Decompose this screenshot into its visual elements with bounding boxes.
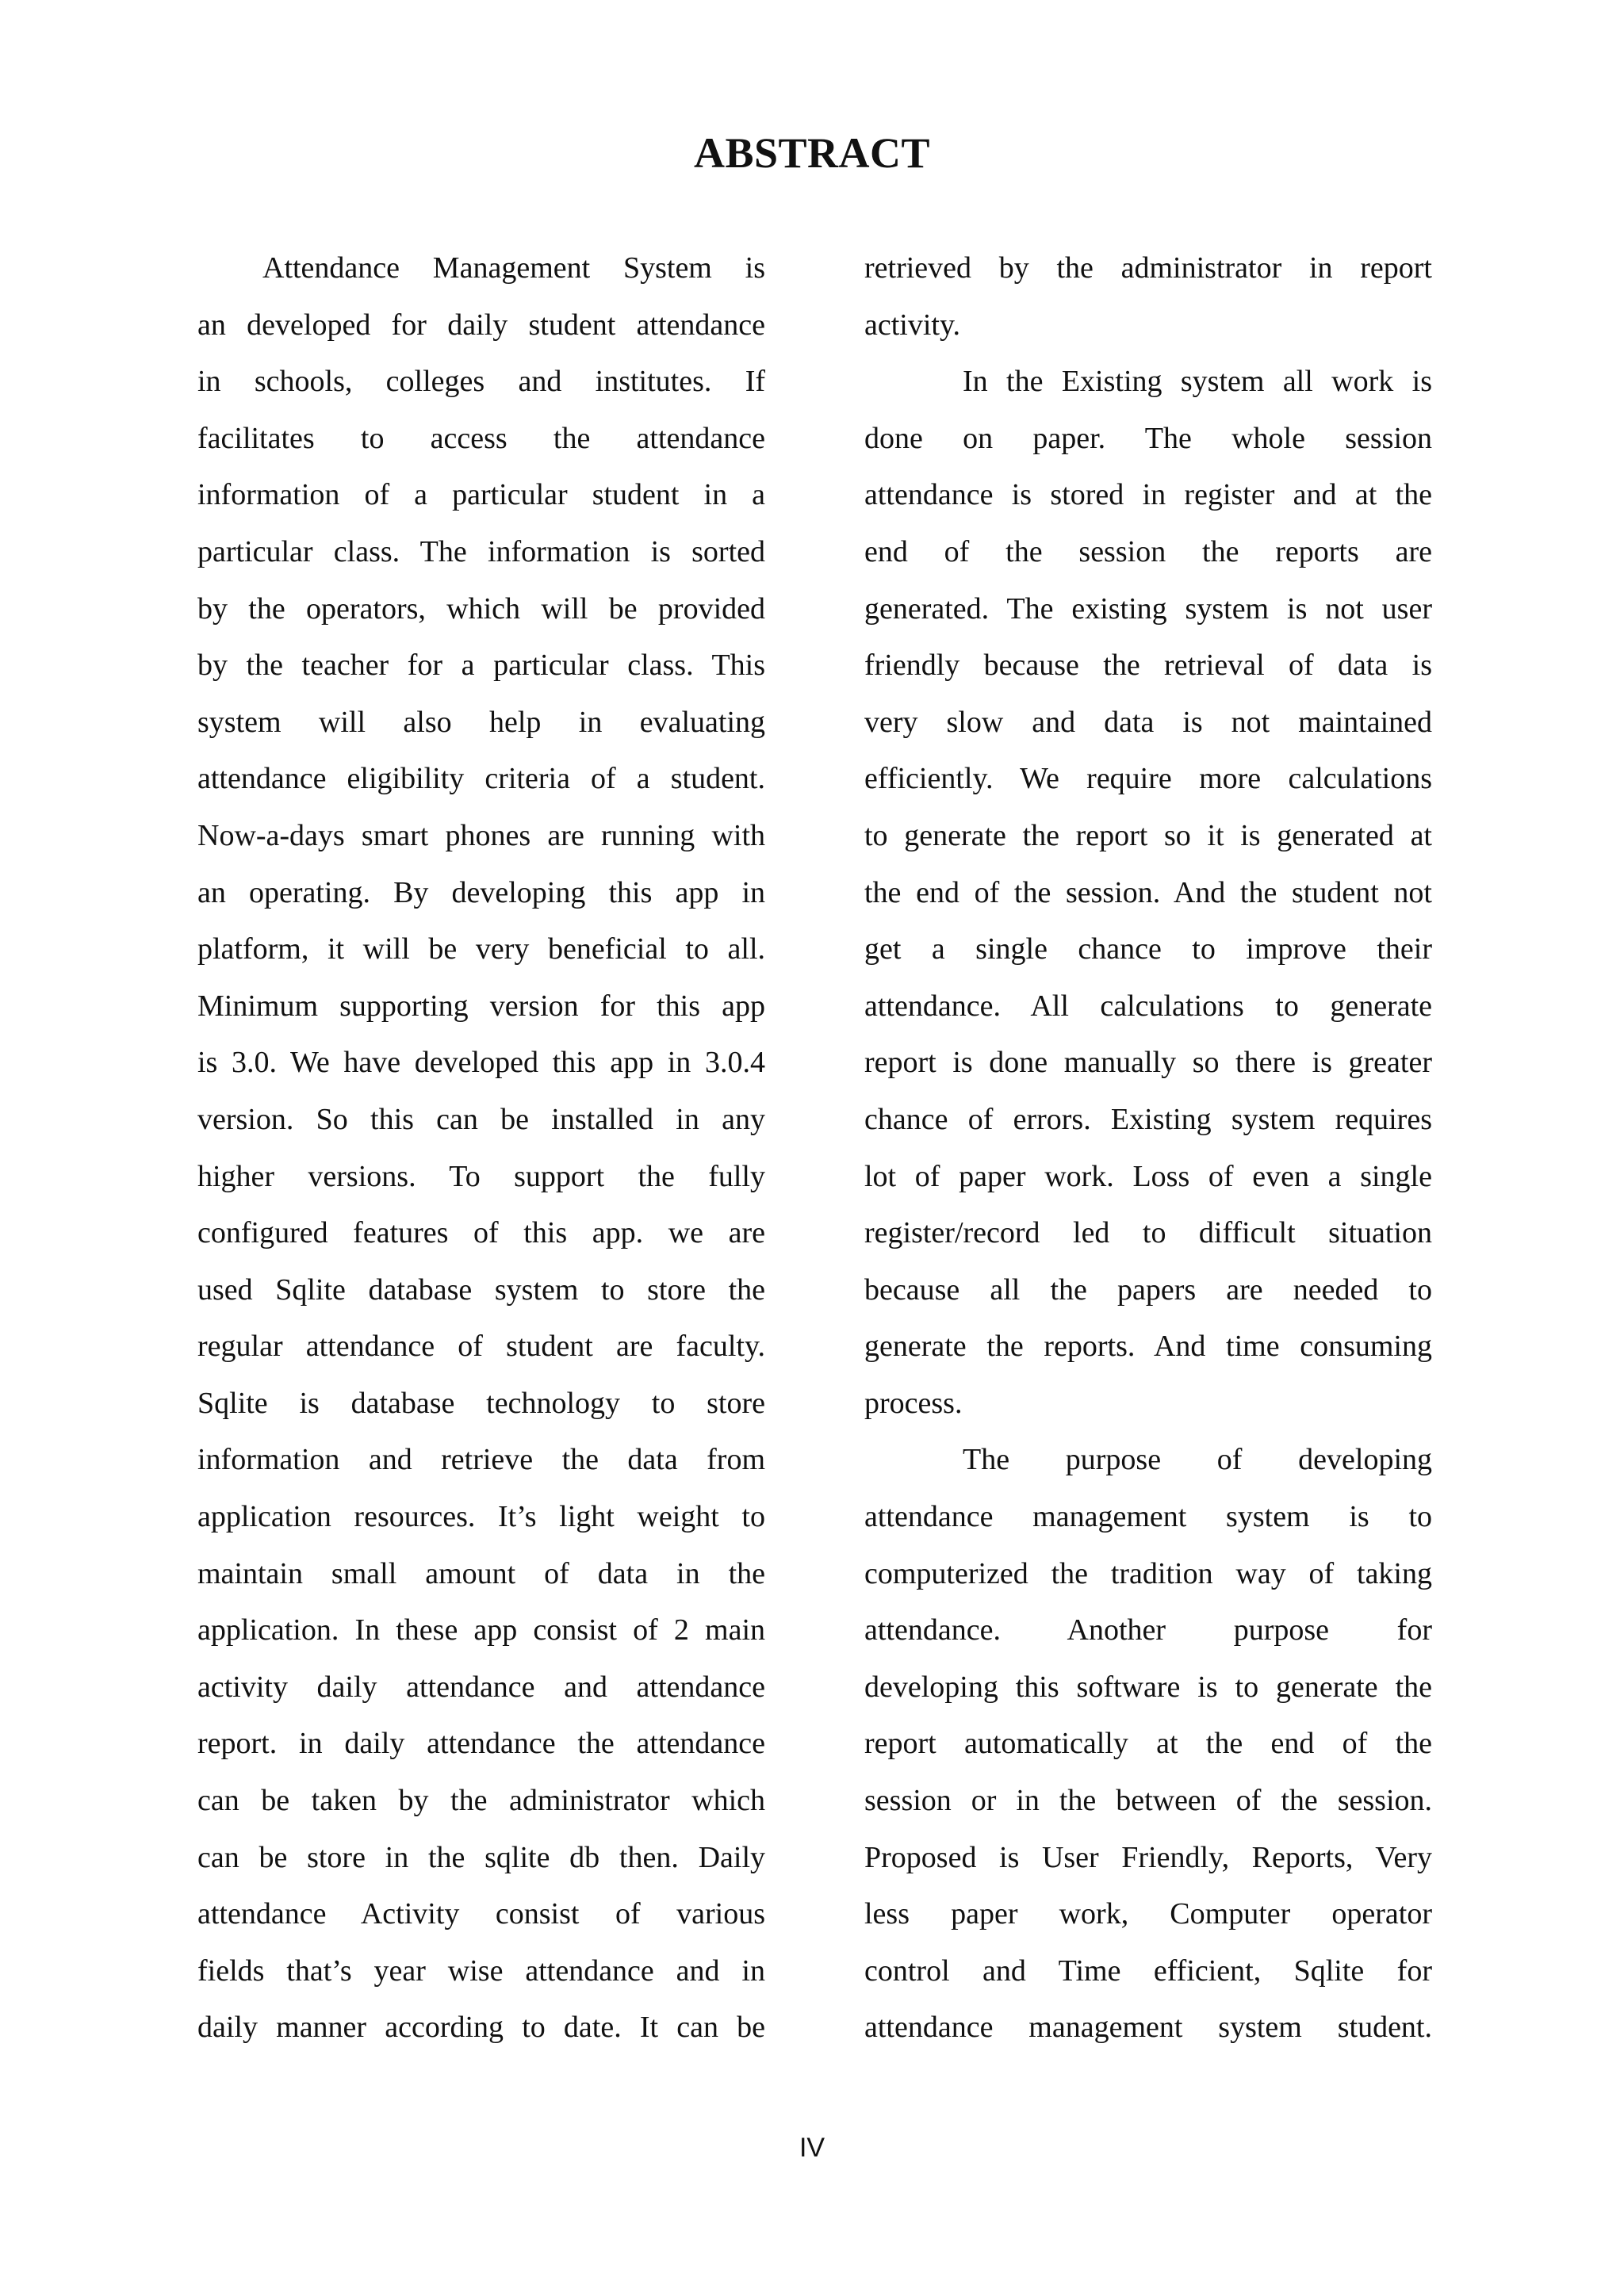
paragraph-line: fields that’s year wise attendance and in [197,1954,765,1988]
paragraph-line: in schools, colleges and institutes. If [197,365,765,399]
paragraph-line: attendance management system student. [864,2011,1432,2045]
paragraph-line: Minimum supporting version for this app [197,989,765,1023]
paragraph-line: chance of errors. Existing system requires [864,1102,1432,1136]
paragraph-line: to generate the report so it is generated at [864,818,1432,852]
paragraph-line: The purpose of developing [963,1443,1432,1477]
paragraph-line: regular attendance of student are faculty. [197,1330,765,1364]
paragraph-line: an operating. By developing this app in [197,875,765,909]
paragraph-line: system will also help in evaluating [197,705,765,739]
paragraph-line: configured features of this app. we are [197,1216,765,1250]
paragraph-line: higher versions. To support the fully [197,1159,765,1193]
paragraph-line: attendance Activity consist of various [197,1897,765,1931]
paragraph-line: by the operators, which will be provided [197,591,765,626]
paragraph-line: attendance management system is to [864,1500,1432,1534]
paragraph-line: report is done manually so there is greater [864,1046,1432,1080]
paragraph-line: process. [864,1386,963,1420]
paragraph-line: activity daily attendance and attendance [197,1670,765,1704]
paragraph-line: end of the session the reports are [864,534,1432,568]
paragraph-line: Now-a-days smart phones are running with [197,818,765,852]
paragraph-line: can be taken by the administrator which [197,1784,765,1818]
paragraph-line: an developed for daily student attendance [197,308,765,342]
paragraph-line: computerized the tradition way of taking [864,1556,1432,1590]
paragraph-line: efficiently. We require more calculations [864,762,1432,796]
paragraph-line: done on paper. The whole session [864,421,1432,455]
paragraph-line: In the Existing system all work is [963,365,1432,399]
paragraph-line: can be store in the sqlite db then. Daily [197,1840,765,1874]
paragraph-line: friendly because the retrieval of data is [864,649,1432,683]
left-text-column [197,240,765,2057]
paragraph-line: information and retrieve the data from [197,1443,765,1477]
paragraph-line: report. in daily attendance the attendance [197,1727,765,1761]
right-text-column [864,240,1432,2057]
paragraph-line: session or in the between of the session. [864,1784,1432,1818]
page-title: ABSTRACT [693,129,931,177]
paragraph-line: activity. [864,308,960,342]
paragraph-line: Attendance Management System is [262,251,765,285]
paragraph-line: information of a particular student in a [197,478,765,512]
paragraph-line: register/record led to difficult situation [864,1216,1432,1250]
paragraph-line: by the teacher for a particular class. This [197,649,765,683]
paragraph-line: developing this software is to generate the [864,1670,1432,1704]
paragraph-line: get a single chance to improve their [864,932,1432,966]
paragraph-line: Sqlite is database technology to store [197,1386,765,1420]
paragraph-line: daily manner according to date. It can be [197,2011,765,2045]
paragraph-line: particular class. The information is sorted [197,534,765,568]
paragraph-line: is 3.0. We have developed this app in 3.0.4 [197,1046,765,1080]
paragraph-line: facilitates to access the attendance [197,421,765,455]
paragraph-line: attendance. Another purpose for [864,1613,1432,1647]
paragraph-line: maintain small amount of data in the [197,1556,765,1590]
paragraph-line: retrieved by the administrator in report [864,251,1432,285]
paragraph-line: application. In these app consist of 2 main [197,1613,765,1647]
paragraph-line: lot of paper work. Loss of even a single [864,1159,1432,1193]
paragraph-line: report automatically at the end of the [864,1727,1432,1761]
paragraph-line: less paper work, Computer operator [864,1897,1432,1931]
paragraph-line: generate the reports. And time consuming [864,1330,1432,1364]
paragraph-line: very slow and data is not maintained [864,705,1432,739]
paragraph-line: Proposed is User Friendly, Reports, Very [864,1840,1432,1874]
paragraph-line: attendance eligibility criteria of a student. [197,762,765,796]
paragraph-line: used Sqlite database system to store the [197,1272,765,1307]
paragraph-line: attendance is stored in register and at the [864,478,1432,512]
paragraph-line: application resources. It’s light weight to [197,1500,765,1534]
paragraph-line: the end of the session. And the student not [864,875,1432,909]
paragraph-line: version. So this can be installed in any [197,1102,765,1136]
paragraph-line: attendance. All calculations to generate [864,989,1432,1023]
paragraph-line: platform, it will be very beneficial to all. [197,932,765,966]
paragraph-line: generated. The existing system is not user [864,591,1432,626]
paragraph-line: because all the papers are needed to [864,1272,1432,1307]
page-number: IV [799,2133,825,2163]
paragraph-line: control and Time efficient, Sqlite for [864,1954,1432,1988]
